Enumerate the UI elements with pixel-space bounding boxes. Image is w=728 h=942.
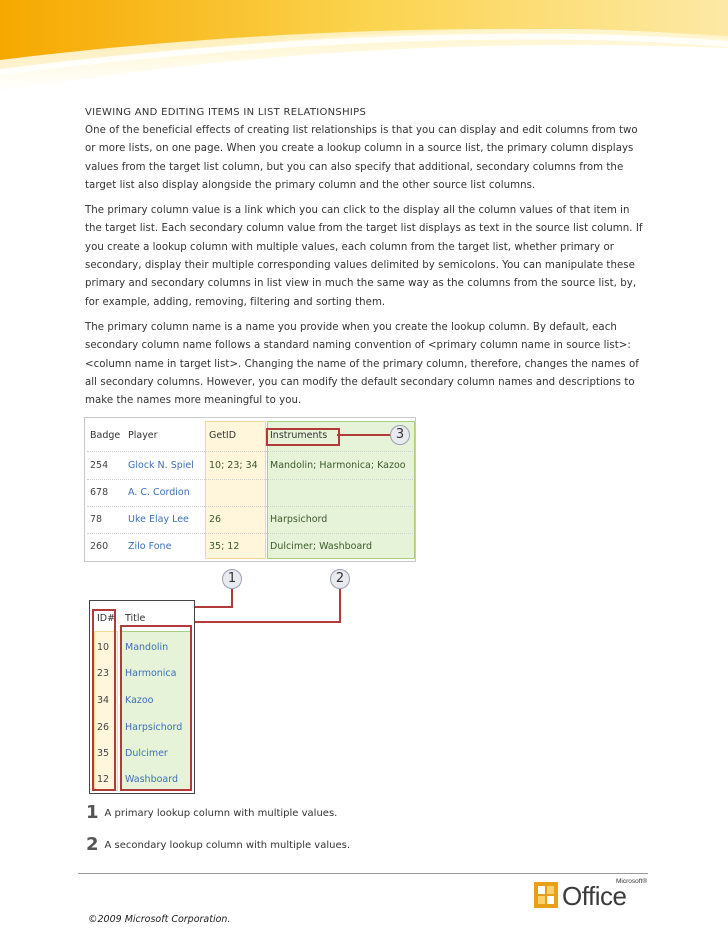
source-list-table — [84, 417, 416, 562]
cell-instruments: Dulcimer; Washboard — [270, 541, 373, 552]
cell-badge: 260 — [90, 541, 109, 552]
row-divider — [87, 533, 413, 534]
cell-badge: 78 — [90, 514, 103, 525]
callout-1: 1 — [222, 569, 242, 589]
cell-getid[interactable]: 35; 12 — [209, 541, 240, 552]
legend-text: A secondary lookup column with multiple values. — [104, 840, 351, 851]
callout-1-connector — [231, 589, 233, 607]
cell-instruments: Mandolin; Harmonica; Kazoo — [270, 460, 406, 471]
cell-badge: 678 — [90, 487, 109, 498]
cell-id: 10 — [97, 642, 110, 653]
paragraph-3: The primary column name is a name you provide when you create the lookup column. By default, each secondary column name follows a standard naming convention of <primary column name in source list>: <column name in target list>. Changing the name of the primary column, therefore, changes the names of all secondary columns. However, you can modify the default secondary column names and descriptions to make the names more meaningful to you. — [85, 321, 639, 407]
paragraph-2: The primary column value is a link which you can click to the display all the column values of that item in the target list. Each secondary column value from the target list displays as text in the source list column. If you create a lookup column with multiple values, each column from the target list, whether primary or secondary, display their multiple corresponding values delimited by semicolons. You can manipulate these primary and secondary columns in list view in much the same way as the columns from the source list, by, for example, adding, removing, filtering and sorting them. — [85, 205, 643, 308]
header-swoosh — [0, 0, 728, 100]
cell-id: 35 — [97, 748, 110, 759]
cell-id: 12 — [97, 774, 110, 785]
office-logo — [532, 878, 648, 912]
column-header-player[interactable]: Player — [128, 430, 158, 441]
cell-getid[interactable]: 26 — [209, 514, 222, 525]
cell-title-link[interactable]: Dulcimer — [125, 748, 168, 759]
column-header-badge[interactable]: Badge — [90, 430, 121, 441]
callout-2-connector — [339, 589, 341, 622]
article-body — [85, 107, 647, 417]
row-divider — [87, 479, 413, 480]
target-list-table — [89, 600, 195, 794]
column-header-id[interactable]: ID# — [97, 613, 116, 624]
paragraph-1: One of the beneficial effects of creating list relationships is that you can display and edit columns from two or more lists, on one page. When you create a lookup column in a source list, the primary column displays values from the target list column, but you can also specify that additional, secondary columns from the target list also display alongside the primary column and the other source list columns. — [85, 125, 638, 191]
cell-getid[interactable]: 10; 23; 34 — [209, 460, 258, 471]
footer-divider — [78, 873, 648, 874]
cell-player-link[interactable]: A. C. Cordion — [128, 487, 190, 498]
cell-title-link[interactable]: Kazoo — [125, 695, 154, 706]
office-logo-word: Office — [562, 881, 627, 911]
copyright-notice: ©2009 Microsoft Corporation. — [88, 914, 231, 925]
legend-number: 2 — [86, 834, 99, 855]
office-logo-icon — [532, 878, 562, 910]
column-header-title[interactable]: Title — [125, 613, 146, 624]
column-header-instruments[interactable]: Instruments — [270, 430, 328, 441]
cell-badge: 254 — [90, 460, 109, 471]
legend-item-1 — [86, 802, 337, 823]
cell-id: 23 — [97, 668, 110, 679]
list-relationship-figure — [84, 417, 416, 793]
callout-3: 3 — [390, 425, 410, 445]
cell-id: 34 — [97, 695, 110, 706]
column-header-getid[interactable]: GetID — [209, 430, 237, 441]
callout-3-connector — [337, 434, 391, 436]
cell-instruments: Harpsichord — [270, 514, 328, 525]
cell-title-link[interactable]: Harpsichord — [125, 722, 183, 733]
cell-player-link[interactable]: Uke Elay Lee — [128, 514, 189, 525]
row-divider — [87, 506, 413, 507]
section-heading: VIEWING AND EDITING ITEMS IN LIST RELATIONSHIPS — [85, 107, 367, 118]
cell-player-link[interactable]: Glock N. Spiel — [128, 460, 194, 471]
cell-title-link[interactable]: Harmonica — [125, 668, 177, 679]
callout-2: 2 — [330, 569, 350, 589]
row-divider — [87, 451, 413, 452]
cell-id: 26 — [97, 722, 110, 733]
legend-text: A primary lookup column with multiple values. — [104, 808, 338, 819]
cell-player-link[interactable]: Zilo Fone — [128, 541, 172, 552]
legend-number: 1 — [86, 802, 99, 823]
legend-item-2 — [86, 834, 350, 855]
getid-column-highlight — [205, 421, 266, 559]
cell-title-link[interactable]: Mandolin — [125, 642, 169, 653]
instruments-header-highlight — [266, 428, 340, 446]
office-logo-brand: Microsoft® — [616, 878, 648, 885]
cell-title-link[interactable]: Washboard — [125, 774, 179, 785]
